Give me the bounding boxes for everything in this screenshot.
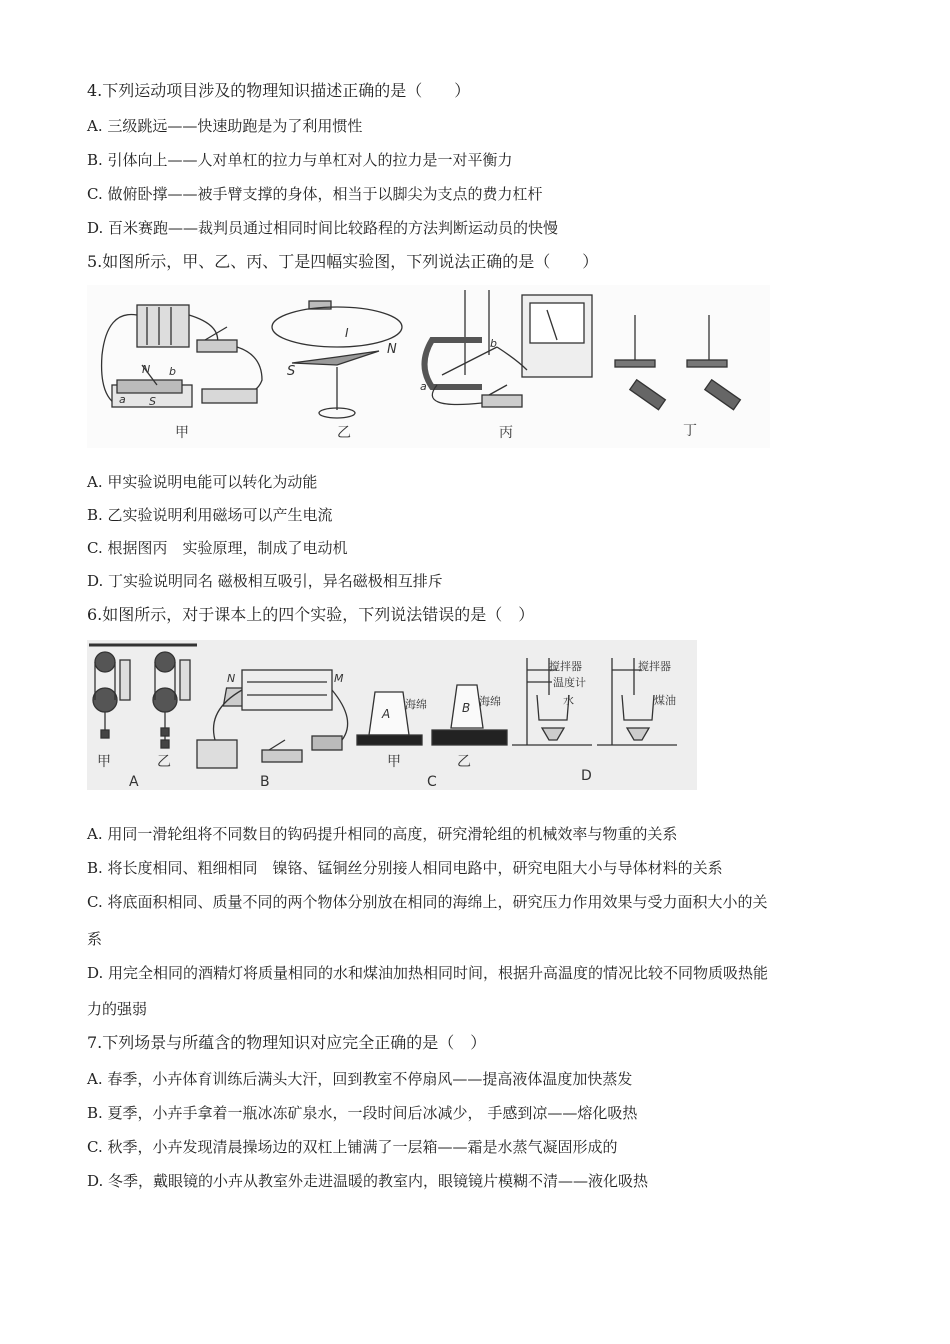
q6-option-d-cont: 力的强弱 [87, 1000, 148, 1018]
q6-a-jia: 甲 [97, 754, 111, 770]
q5-figure-drawing [87, 285, 770, 448]
q5-option-b: B. 乙实验说明利用磁场可以产生电流 [87, 506, 333, 524]
q6-option-d: D. 用完全相同的酒精灯将质量相同的水和煤油加热相同时间，根据升高温度的情况比较不同物质吸热能 [87, 964, 769, 982]
q6-stem: 6.如图所示，对于课本上的四个实验，下列说法错误的是（ ） [87, 605, 535, 624]
q5-option-c: C. 根据图丙 实验原理，制成了电动机 [87, 539, 348, 557]
q6-label-c: C [427, 774, 437, 790]
q5-bing-b: b [490, 337, 497, 350]
q6-label-b: B [260, 774, 270, 790]
q6-c-jia: 甲 [387, 754, 401, 770]
q5-figure [87, 285, 770, 448]
q5-jia-b: b [169, 365, 176, 378]
q6-fig-a [89, 645, 197, 748]
q4-option-d: D. 百米赛跑——裁判员通过相同时间比较路程的方法判断运动员的快慢 [87, 219, 559, 237]
q6-c-sponge-2: 海绵 [479, 695, 501, 708]
q6-option-c: C. 将底面积相同、质量不同的两个物体分别放在相同的海绵上，研究压力作用效果与受力面积大小的关 [87, 893, 768, 911]
q5-label-jia: 甲 [175, 425, 189, 441]
q6-c-sponge-1: 海绵 [405, 698, 427, 711]
q4-option-b: B. 引体向上——人对单杠的拉力与单杠对人的拉力是一对平衡力 [87, 151, 513, 169]
q6-label-a: A [129, 774, 139, 790]
q6-option-b: B. 将长度相同、粗细相同 镍铬、锰铜丝分别接人相同电路中，研究电阻大小与导体材料的关系 [87, 859, 723, 877]
q6-d-water: 水 [563, 694, 574, 707]
q6-a-yi: 乙 [157, 754, 171, 770]
q6-figure [87, 640, 697, 790]
q7-option-c: C. 秋季，小卉发现清晨操场边的双杠上铺满了一层箱——霜是水蒸气凝固形成的 [87, 1138, 618, 1156]
q6-d-stirrer-2: 搅拌器 [638, 660, 671, 673]
q5-fig-yi [272, 301, 402, 418]
q6-option-c-cont: 系 [87, 930, 103, 948]
q4-stem: 4.下列运动项目涉及的物理知识描述正确的是（ ） [87, 81, 471, 100]
q4-option-a: A. 三级跳远——快速助跑是为了利用惯性 [87, 117, 363, 135]
q6-label-d: D [581, 768, 592, 784]
q6-fig-b [197, 670, 348, 768]
q5-fig-bing [425, 290, 593, 407]
q6-d-stirrer-1: 搅拌器 [549, 660, 582, 673]
q7-option-b: B. 夏季，小卉手拿着一瓶冰冻矿泉水，一段时间后冰减少， 手感到凉——熔化吸热 [87, 1104, 638, 1122]
q6-c-yi: 乙 [457, 754, 471, 770]
q6-fig-c [357, 685, 507, 745]
q5-stem: 5.如图所示，甲、乙、丙、丁是四幅实验图，下列说法正确的是（ ） [87, 252, 599, 271]
q6-d-thermometer: 温度计 [553, 676, 586, 689]
q6-d-kerosene: 煤油 [654, 694, 676, 707]
q5-jia-s: S [149, 395, 156, 408]
q5-yi-current: I [345, 326, 349, 340]
q5-label-ding: 丁 [683, 423, 697, 439]
q5-yi-n: N [387, 342, 397, 357]
q7-option-a: A. 春季，小卉体育训练后满头大汗，回到教室不停扇风——提高液体温度加快蒸发 [87, 1070, 633, 1088]
q6-figure-drawing [87, 640, 697, 790]
q5-fig-ding [615, 315, 740, 410]
q6-c-block-a: A [382, 707, 391, 721]
q5-option-a: A. 甲实验说明电能可以转化为动能 [87, 473, 318, 491]
q6-c-block-b: B [462, 701, 471, 715]
q6-b-m: M [334, 672, 344, 685]
q6-b-n: N [227, 672, 236, 685]
q7-option-d: D. 冬季，戴眼镜的小卉从教室外走进温暖的教室内，眼镜镜片模糊不清——液化吸热 [87, 1172, 649, 1190]
q6-option-a: A. 用同一滑轮组将不同数目的钩码提升相同的高度，研究滑轮组的机械效率与物重的关系 [87, 825, 678, 843]
q5-jia-n: N [142, 363, 151, 376]
q5-fig-jia [102, 305, 262, 407]
q5-label-yi: 乙 [337, 425, 351, 441]
q4-option-c: C. 做俯卧撑——被手臂支撑的身体，相当于以脚尖为支点的费力杠杆 [87, 185, 543, 203]
q5-option-d: D. 丁实验说明同名 磁极相互吸引，异名磁极相互排斥 [87, 572, 443, 590]
q5-bing-a: a [420, 380, 427, 393]
q5-label-bing: 丙 [499, 425, 513, 441]
q5-yi-s: S [287, 364, 296, 379]
q7-stem: 7.下列场景与所蕴含的物理知识对应完全正确的是（ ） [87, 1033, 487, 1052]
q5-jia-a: a [119, 393, 126, 406]
